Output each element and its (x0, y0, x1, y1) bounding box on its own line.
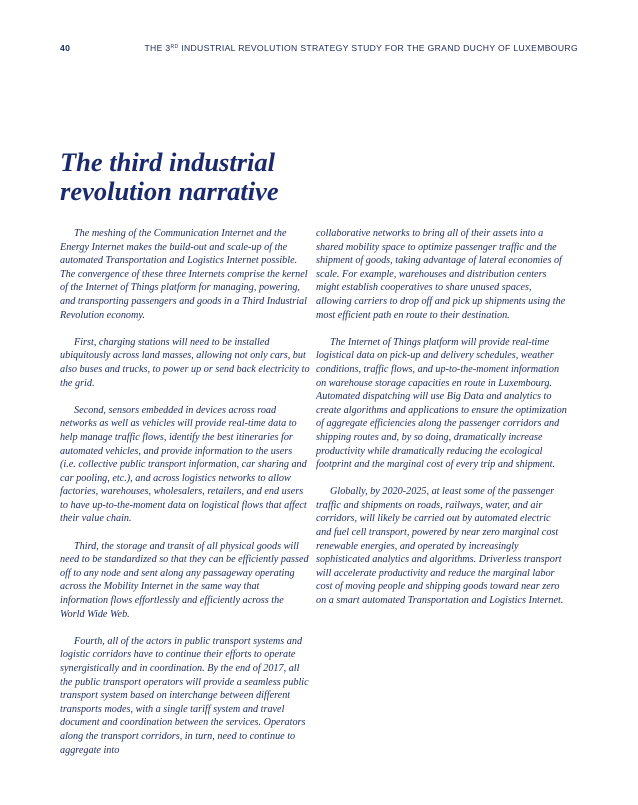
paragraph-5-continued: collaborative networks to bring all of their assets into a shared mobility space to optimize passenger traffic and the shipment of goods, taking advantage of lateral economies of scale. For example, warehouses and distribution centers might establish cooperatives to share unused spaces, allowing carriers to drop off and pick up shipments using the most efficient path en route to their destination. (316, 228, 566, 321)
running-title: THE 3RD INDUSTRIAL REVOLUTION STRATEGY STUDY FOR THE GRAND DUCHY OF LUXEMBOURG (144, 43, 578, 53)
paragraph-7: Globally, by 2020-2025, at least some of the passenger traffic and shipments on roads, railways, water, and air corridors, will likely be carried out by automated electric and fuel cell transport, powered by near zero marginal cost renewable energies, and operated by increasingly sophisticated analytics and algorithms. Driverless transport will accelerate productivity and reduce the marginal labor cost of moving people and shipping goods toward near zero on a smart automated Transportation and Logistics Internet. (316, 486, 564, 607)
section-title-line-2: revolution narrative (60, 176, 279, 206)
paragraph-2: First, charging stations will need to be installed ubiquitously across land masses, allowing not only cars, but also buses and trucks, to power up or send back electricity to the grid. (60, 336, 310, 389)
paragraph-4: Third, the storage and transit of all physical goods will need to be standardized so that they can be efficiently passed off to any node and sent along any passageway operating across the Mobility Internet in the same way that information flows effortlessly and efficiently across the World Wide Web. (60, 540, 309, 620)
paragraph-5: Fourth, all of the actors in public transport systems and logistic corridors have to continue their efforts to operate synergistically and in coordination. By the end of 2017, all the public transport operators will provide a seamless public transport system based on interchange between different transports modes, with a single tariff system and travel document and coordination between the services. Operators along the transport corridors, in turn, need to continue to aggregate into (60, 635, 309, 756)
paragraph-3: Second, sensors embedded in devices across road networks as well as vehicles will provide real-time data to help manage traffic flows, identify the best itineraries for automated vehicles, and provide information to the users (i.e. collective public transport information, car sharing and car pooling, etc.), and across logistics networks to allow factories, warehouses, wholesalers, retailers, and end users to have up-to-the-moment data on logistical flows that affect their value chain. (60, 404, 307, 525)
page-header (60, 43, 578, 57)
left-column (60, 227, 310, 771)
paragraph-1: The meshing of the Communication Internet and the Energy Internet makes the build-out and scale-up of the automated Transportation and Logistics Internet possible. The convergence of these three Internets comprise the kernel of the Internet of Things platform for managing, powering, and transporting passengers and goods in a Third Industrial Revolution economy. (60, 228, 308, 321)
section-title (60, 148, 420, 206)
page-number: 40 (60, 43, 71, 53)
right-column (316, 227, 568, 621)
paragraph-6: The Internet of Things platform will provide real-time logistical data on pick-up and delivery schedules, weather conditions, traffic flows, and up-to-the-moment information on warehouse storage capacities en route in Luxembourg. Automated dispatching will use Big Data and analytics to create algorithms and applications to ensure the optimization of aggregate efficiencies along the passenger corridors and shipping routes and, by so doing, dramatically increase productivity while dramatically reducing the ecological footprint and the marginal cost of every trip and shipment. (316, 336, 567, 471)
section-title-line-1: The third industrial (60, 147, 276, 177)
